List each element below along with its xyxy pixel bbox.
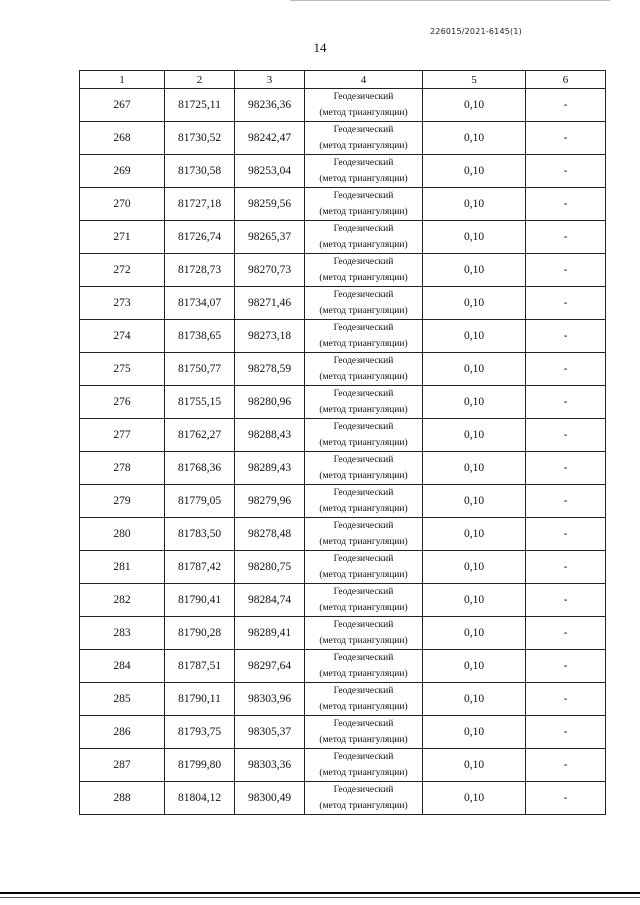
- method-cell: [305, 320, 423, 353]
- point-number-cell: 275: [80, 353, 165, 386]
- point-number-cell: 273: [80, 287, 165, 320]
- description-cell: -: [526, 287, 606, 320]
- scan-bottom-edge-line: [0, 892, 640, 894]
- table-row: [80, 584, 606, 617]
- method-line-1: Геодезический: [333, 389, 394, 399]
- point-number-cell: 272: [80, 254, 165, 287]
- table-row: [80, 518, 606, 551]
- accuracy-cell: 0,10: [423, 584, 526, 617]
- method-line-1: Геодезический: [333, 554, 394, 564]
- y-coordinate-cell: 98259,56: [235, 188, 305, 221]
- point-number-cell: 288: [80, 782, 165, 815]
- column-header: 2: [165, 71, 235, 89]
- point-number-cell: 282: [80, 584, 165, 617]
- table-row: [80, 353, 606, 386]
- table-row: [80, 485, 606, 518]
- point-number-cell: 278: [80, 452, 165, 485]
- x-coordinate-cell: 81790,28: [165, 617, 235, 650]
- method-line-1: Геодезический: [333, 620, 394, 630]
- x-coordinate-cell: 81787,42: [165, 551, 235, 584]
- point-number-cell: 271: [80, 221, 165, 254]
- x-coordinate-cell: 81793,75: [165, 716, 235, 749]
- x-coordinate-cell: 81725,11: [165, 89, 235, 122]
- point-number-cell: 285: [80, 683, 165, 716]
- y-coordinate-cell: 98297,64: [235, 650, 305, 683]
- x-coordinate-cell: 81804,12: [165, 782, 235, 815]
- accuracy-cell: 0,10: [423, 485, 526, 518]
- method-line-1: Геодезический: [333, 125, 394, 135]
- y-coordinate-cell: 98303,36: [235, 749, 305, 782]
- method-cell: [305, 782, 423, 815]
- description-cell: -: [526, 683, 606, 716]
- accuracy-cell: 0,10: [423, 353, 526, 386]
- x-coordinate-cell: 81750,77: [165, 353, 235, 386]
- point-number-cell: 269: [80, 155, 165, 188]
- description-cell: -: [526, 650, 606, 683]
- point-number-cell: 286: [80, 716, 165, 749]
- table-row: [80, 320, 606, 353]
- description-cell: -: [526, 518, 606, 551]
- method-line-1: Геодезический: [333, 719, 394, 729]
- x-coordinate-cell: 81726,74: [165, 221, 235, 254]
- method-line-1: Геодезический: [333, 752, 394, 762]
- y-coordinate-cell: 98236,36: [235, 89, 305, 122]
- method-line-2: (метод триангуляции): [319, 240, 408, 250]
- description-cell: -: [526, 716, 606, 749]
- point-number-cell: 279: [80, 485, 165, 518]
- method-line-1: Геодезический: [333, 587, 394, 597]
- accuracy-cell: 0,10: [423, 89, 526, 122]
- table-row: [80, 254, 606, 287]
- point-number-cell: 276: [80, 386, 165, 419]
- method-cell: [305, 287, 423, 320]
- description-cell: -: [526, 551, 606, 584]
- method-cell: [305, 617, 423, 650]
- description-cell: -: [526, 452, 606, 485]
- y-coordinate-cell: 98280,75: [235, 551, 305, 584]
- table-row: [80, 89, 606, 122]
- x-coordinate-cell: 81783,50: [165, 518, 235, 551]
- method-cell: [305, 485, 423, 518]
- description-cell: -: [526, 485, 606, 518]
- table-row: [80, 287, 606, 320]
- x-coordinate-cell: 81730,52: [165, 122, 235, 155]
- y-coordinate-cell: 98288,43: [235, 419, 305, 452]
- accuracy-cell: 0,10: [423, 188, 526, 221]
- method-cell: [305, 386, 423, 419]
- x-coordinate-cell: 81790,11: [165, 683, 235, 716]
- accuracy-cell: 0,10: [423, 617, 526, 650]
- description-cell: -: [526, 749, 606, 782]
- method-line-2: (метод триангуляции): [319, 372, 408, 382]
- method-line-1: Геодезический: [333, 686, 394, 696]
- method-line-2: (метод триангуляции): [319, 339, 408, 349]
- point-number-cell: 284: [80, 650, 165, 683]
- point-number-cell: 267: [80, 89, 165, 122]
- method-line-1: Геодезический: [333, 785, 394, 795]
- y-coordinate-cell: 98278,59: [235, 353, 305, 386]
- column-header: 4: [305, 71, 423, 89]
- method-line-2: (метод триангуляции): [319, 537, 408, 547]
- description-cell: -: [526, 320, 606, 353]
- method-line-2: (метод триангуляции): [319, 405, 408, 415]
- y-coordinate-cell: 98303,96: [235, 683, 305, 716]
- method-cell: [305, 584, 423, 617]
- accuracy-cell: 0,10: [423, 749, 526, 782]
- accuracy-cell: 0,10: [423, 551, 526, 584]
- method-line-2: (метод триангуляции): [319, 570, 408, 580]
- table-row: [80, 683, 606, 716]
- description-cell: -: [526, 89, 606, 122]
- method-line-2: (метод триангуляции): [319, 702, 408, 712]
- column-header: 3: [235, 71, 305, 89]
- accuracy-cell: 0,10: [423, 518, 526, 551]
- method-cell: [305, 89, 423, 122]
- method-line-2: (метод триангуляции): [319, 174, 408, 184]
- method-cell: [305, 716, 423, 749]
- page-number: 14: [313, 40, 327, 55]
- method-cell: [305, 122, 423, 155]
- point-number-cell: 268: [80, 122, 165, 155]
- method-line-1: Геодезический: [333, 158, 394, 168]
- method-cell: [305, 551, 423, 584]
- accuracy-cell: 0,10: [423, 254, 526, 287]
- method-line-2: (метод триангуляции): [319, 801, 408, 811]
- method-line-1: Геодезический: [333, 653, 394, 663]
- accuracy-cell: 0,10: [423, 419, 526, 452]
- description-cell: -: [526, 254, 606, 287]
- method-cell: [305, 254, 423, 287]
- method-cell: [305, 221, 423, 254]
- accuracy-cell: 0,10: [423, 320, 526, 353]
- x-coordinate-cell: 81738,65: [165, 320, 235, 353]
- y-coordinate-cell: 98305,37: [235, 716, 305, 749]
- table-row: [80, 122, 606, 155]
- point-number-cell: 287: [80, 749, 165, 782]
- accuracy-cell: 0,10: [423, 650, 526, 683]
- method-line-1: Геодезический: [333, 323, 394, 333]
- method-cell: [305, 452, 423, 485]
- method-line-1: Геодезический: [333, 92, 394, 102]
- y-coordinate-cell: 98273,18: [235, 320, 305, 353]
- scan-bottom-edge-line: [0, 897, 640, 898]
- description-cell: -: [526, 386, 606, 419]
- accuracy-cell: 0,10: [423, 683, 526, 716]
- description-cell: -: [526, 419, 606, 452]
- y-coordinate-cell: 98280,96: [235, 386, 305, 419]
- method-line-2: (метод триангуляции): [319, 471, 408, 481]
- scan-top-edge-line: [290, 0, 610, 1]
- accuracy-cell: 0,10: [423, 221, 526, 254]
- method-line-1: Геодезический: [333, 356, 394, 366]
- column-header: 5: [423, 71, 526, 89]
- method-line-2: (метод триангуляции): [319, 735, 408, 745]
- y-coordinate-cell: 98300,49: [235, 782, 305, 815]
- x-coordinate-cell: 81768,36: [165, 452, 235, 485]
- method-line-2: (метод триангуляции): [319, 207, 408, 217]
- y-coordinate-cell: 98270,73: [235, 254, 305, 287]
- x-coordinate-cell: 81779,05: [165, 485, 235, 518]
- method-cell: [305, 188, 423, 221]
- method-cell: [305, 353, 423, 386]
- method-line-2: (метод триангуляции): [319, 603, 408, 613]
- x-coordinate-cell: 81799,80: [165, 749, 235, 782]
- method-line-1: Геодезический: [333, 224, 394, 234]
- method-line-1: Геодезический: [333, 488, 394, 498]
- column-header: 1: [80, 71, 165, 89]
- coordinates-table: [79, 70, 606, 815]
- x-coordinate-cell: 81787,51: [165, 650, 235, 683]
- y-coordinate-cell: 98284,74: [235, 584, 305, 617]
- column-header: 6: [526, 71, 606, 89]
- description-cell: -: [526, 353, 606, 386]
- method-line-2: (метод триангуляции): [319, 504, 408, 514]
- accuracy-cell: 0,10: [423, 452, 526, 485]
- table-row: [80, 386, 606, 419]
- point-number-cell: 277: [80, 419, 165, 452]
- table-header-row: [80, 71, 606, 89]
- table-row: [80, 782, 606, 815]
- table-row: [80, 452, 606, 485]
- table-row: [80, 551, 606, 584]
- x-coordinate-cell: 81730,58: [165, 155, 235, 188]
- x-coordinate-cell: 81790,41: [165, 584, 235, 617]
- table-row: [80, 419, 606, 452]
- description-cell: -: [526, 188, 606, 221]
- method-line-2: (метод триангуляции): [319, 273, 408, 283]
- table-row: [80, 155, 606, 188]
- accuracy-cell: 0,10: [423, 122, 526, 155]
- document-id: 226015/2021-6145(1): [430, 27, 522, 36]
- x-coordinate-cell: 81727,18: [165, 188, 235, 221]
- method-line-2: (метод триангуляции): [319, 108, 408, 118]
- y-coordinate-cell: 98253,04: [235, 155, 305, 188]
- y-coordinate-cell: 98289,43: [235, 452, 305, 485]
- x-coordinate-cell: 81728,73: [165, 254, 235, 287]
- table-row: [80, 221, 606, 254]
- table-row: [80, 716, 606, 749]
- table-row: [80, 188, 606, 221]
- method-line-1: Геодезический: [333, 191, 394, 201]
- description-cell: -: [526, 584, 606, 617]
- description-cell: -: [526, 122, 606, 155]
- method-line-1: Геодезический: [333, 521, 394, 531]
- y-coordinate-cell: 98242,47: [235, 122, 305, 155]
- description-cell: -: [526, 221, 606, 254]
- method-cell: [305, 683, 423, 716]
- method-cell: [305, 650, 423, 683]
- y-coordinate-cell: 98265,37: [235, 221, 305, 254]
- accuracy-cell: 0,10: [423, 287, 526, 320]
- y-coordinate-cell: 98271,46: [235, 287, 305, 320]
- accuracy-cell: 0,10: [423, 716, 526, 749]
- y-coordinate-cell: 98279,96: [235, 485, 305, 518]
- table-row: [80, 650, 606, 683]
- description-cell: -: [526, 155, 606, 188]
- method-line-2: (метод триангуляции): [319, 438, 408, 448]
- table-row: [80, 617, 606, 650]
- point-number-cell: 274: [80, 320, 165, 353]
- description-cell: -: [526, 782, 606, 815]
- point-number-cell: 280: [80, 518, 165, 551]
- method-cell: [305, 749, 423, 782]
- method-line-1: Геодезический: [333, 455, 394, 465]
- x-coordinate-cell: 81734,07: [165, 287, 235, 320]
- table-row: [80, 749, 606, 782]
- description-cell: -: [526, 617, 606, 650]
- accuracy-cell: 0,10: [423, 386, 526, 419]
- method-line-1: Геодезический: [333, 290, 394, 300]
- accuracy-cell: 0,10: [423, 155, 526, 188]
- x-coordinate-cell: 81762,27: [165, 419, 235, 452]
- method-line-2: (метод триангуляции): [319, 669, 408, 679]
- y-coordinate-cell: 98278,48: [235, 518, 305, 551]
- method-cell: [305, 155, 423, 188]
- y-coordinate-cell: 98289,41: [235, 617, 305, 650]
- method-line-1: Геодезический: [333, 422, 394, 432]
- method-line-2: (метод триангуляции): [319, 141, 408, 151]
- point-number-cell: 283: [80, 617, 165, 650]
- method-line-2: (метод триангуляции): [319, 768, 408, 778]
- method-cell: [305, 419, 423, 452]
- method-cell: [305, 518, 423, 551]
- method-line-2: (метод триангуляции): [319, 636, 408, 646]
- accuracy-cell: 0,10: [423, 782, 526, 815]
- point-number-cell: 281: [80, 551, 165, 584]
- method-line-1: Геодезический: [333, 257, 394, 267]
- x-coordinate-cell: 81755,15: [165, 386, 235, 419]
- method-line-2: (метод триангуляции): [319, 306, 408, 316]
- point-number-cell: 270: [80, 188, 165, 221]
